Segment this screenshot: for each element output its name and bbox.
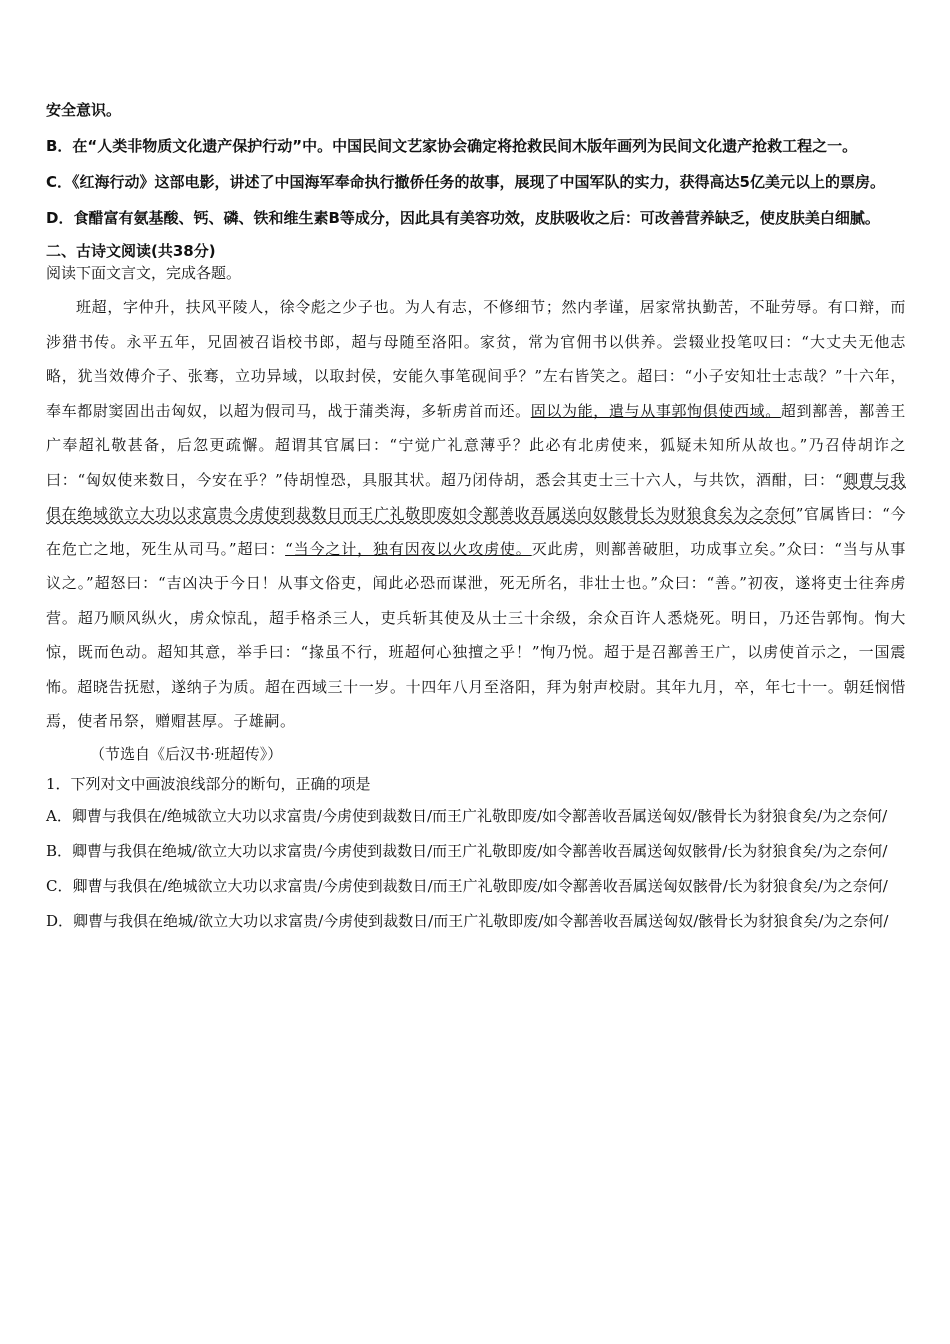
document-page — [46, 92, 906, 939]
question-1-choice-d: D．卿曹与我俱在绝城/欲立大功以求富贵/今虏使到裁数日/而王广礼敬即废/如令鄯善收吾属送匈奴/骸骨长为豺狼食矣/为之奈何/ — [46, 911, 889, 930]
question-1-stem: 1．下列对文中画波浪线部分的断句，正确的项是 — [46, 774, 371, 793]
passage-part-3: ”官属皆曰：“今在危亡之地，死生从司马。”超曰： — [46, 505, 906, 558]
question-1-choice-b: B．卿曹与我俱在绝城/欲立大功以求富贵/今虏使到裁数日/而王广礼敬即废/如令鄯善收吾属送匈奴骸骨/长为豺狼食矣/为之奈何/ — [46, 841, 888, 860]
passage-part-1: 班超，字仲升，扶风平陵人，徐令彪之少子也。为人有志，不修细节；然内孝谨，居家常执勤苦，不耻劳辱。有口辩，而涉猎书传。永平五年，兄固被召诣校书郎，超与母随至洛阳。家贫，常为官佣书以供养。尝辍业投笔叹曰：“大丈夫无他志略，犹当效傅介子、张骞，立功异域，以取封侯，安能久事笔砚间乎？”左右皆笑之。超曰：“小子安知壮士志哉？”十六年，奉车都尉窦固出击匈奴，以超为假司马，战于蒲类海，多斩虏首而还。 — [46, 298, 906, 420]
wavy-underlined-sentence: 卿曹与我俱在绝域欲立大功以求富贵今虏使到裁数日而王广礼敬即废如令鄯善收吾属送向奴骸骨长为财狼食矣为之奈何 — [46, 470, 906, 523]
underlined-sentence-2: “当今之计，独有因夜以火攻虏使。 — [285, 539, 532, 558]
classical-passage — [46, 290, 906, 739]
option-b: B．在“人类非物质文化遗产保护行动”中。中国民间文艺家协会确定将抢救民间木版年画列为民间文化遗产抢救工程之一。 — [46, 137, 858, 155]
question-1-choice-c: C．卿曹与我俱在/绝城欲立大功以求富贵/今虏使到裁数日/而王广礼敬即废/如令鄯善收吾属送匈奴骸骨/长为豺狼食矣/为之奈何/ — [46, 876, 888, 895]
instruction: 阅读下面文言文，完成各题。 — [46, 264, 242, 282]
option-a-continuation: 安全意识。 — [46, 101, 122, 119]
option-c: C．《红海行动》这部电影，讲述了中国海军奉命执行撤侨任务的故事，展现了中国军队的实力，获得高达5亿美元以上的票房。 — [46, 173, 885, 191]
passage-part-2: 超到鄯善，鄯善王广奉超礼敬甚备，后忽更疏懈。超谓其官属曰：“宁觉广礼意薄乎？此必有北虏使来，狐疑未知所从故也。”乃召侍胡诈之曰：“匈奴使来数日，今安在乎？”侍胡惶恐，具服其状。超乃闭侍胡，悉会其吏士三十六人，与共饮，酒酣，曰：“ — [46, 401, 906, 489]
passage-part-4: 灭此虏，则鄯善破胆，功成事立矣。”众曰：“当与从事议之。”超怒曰：“吉凶决于今日！从事文俗吏，闻此必恐而谋泄，死无所名，非壮士也。”众曰：“善。”初夜，遂将吏士往奔虏营。超乃顺风纵火，虏众惊乱，超手格杀三人，吏兵斩其使及从士三十余级，余众百许人悉烧死。明日，乃还告郭恂。恂大惊，既而色动。超知其意，举手曰：“掾虽不行，班超何心独擅之乎！”恂乃悦。超于是召鄯善王广，以虏使首示之，一国震怖。超晓告抚慰，遂纳子为质。超在西域三十一岁。十四年八月至洛阳，拜为射声校尉。其年九月，卒，年七十一。朝廷悯惜焉，使者吊祭，赠赗甚厚。子雄嗣。 — [46, 539, 906, 730]
underlined-sentence-1: 固以为能，遣与从事郭恂俱使西域。 — [530, 401, 781, 420]
question-1-choice-a: A．卿曹与我俱在/绝城欲立大功以求富贵/今虏使到裁数日/而王广礼敬即废/如令鄯善收吾属送匈奴/骸骨长为豺狼食矣/为之奈何/ — [46, 806, 888, 825]
section-title: 二、古诗文阅读(共38分) — [46, 242, 216, 260]
option-d: D．食醋富有氨基酸、钙、磷、铁和维生素B等成分，因此具有美容功效，皮肤吸收之后：可改善营养缺乏，使皮肤美白细腻。 — [46, 209, 880, 227]
source-citation: （节选自《后汉书·班超传》） — [90, 744, 283, 763]
